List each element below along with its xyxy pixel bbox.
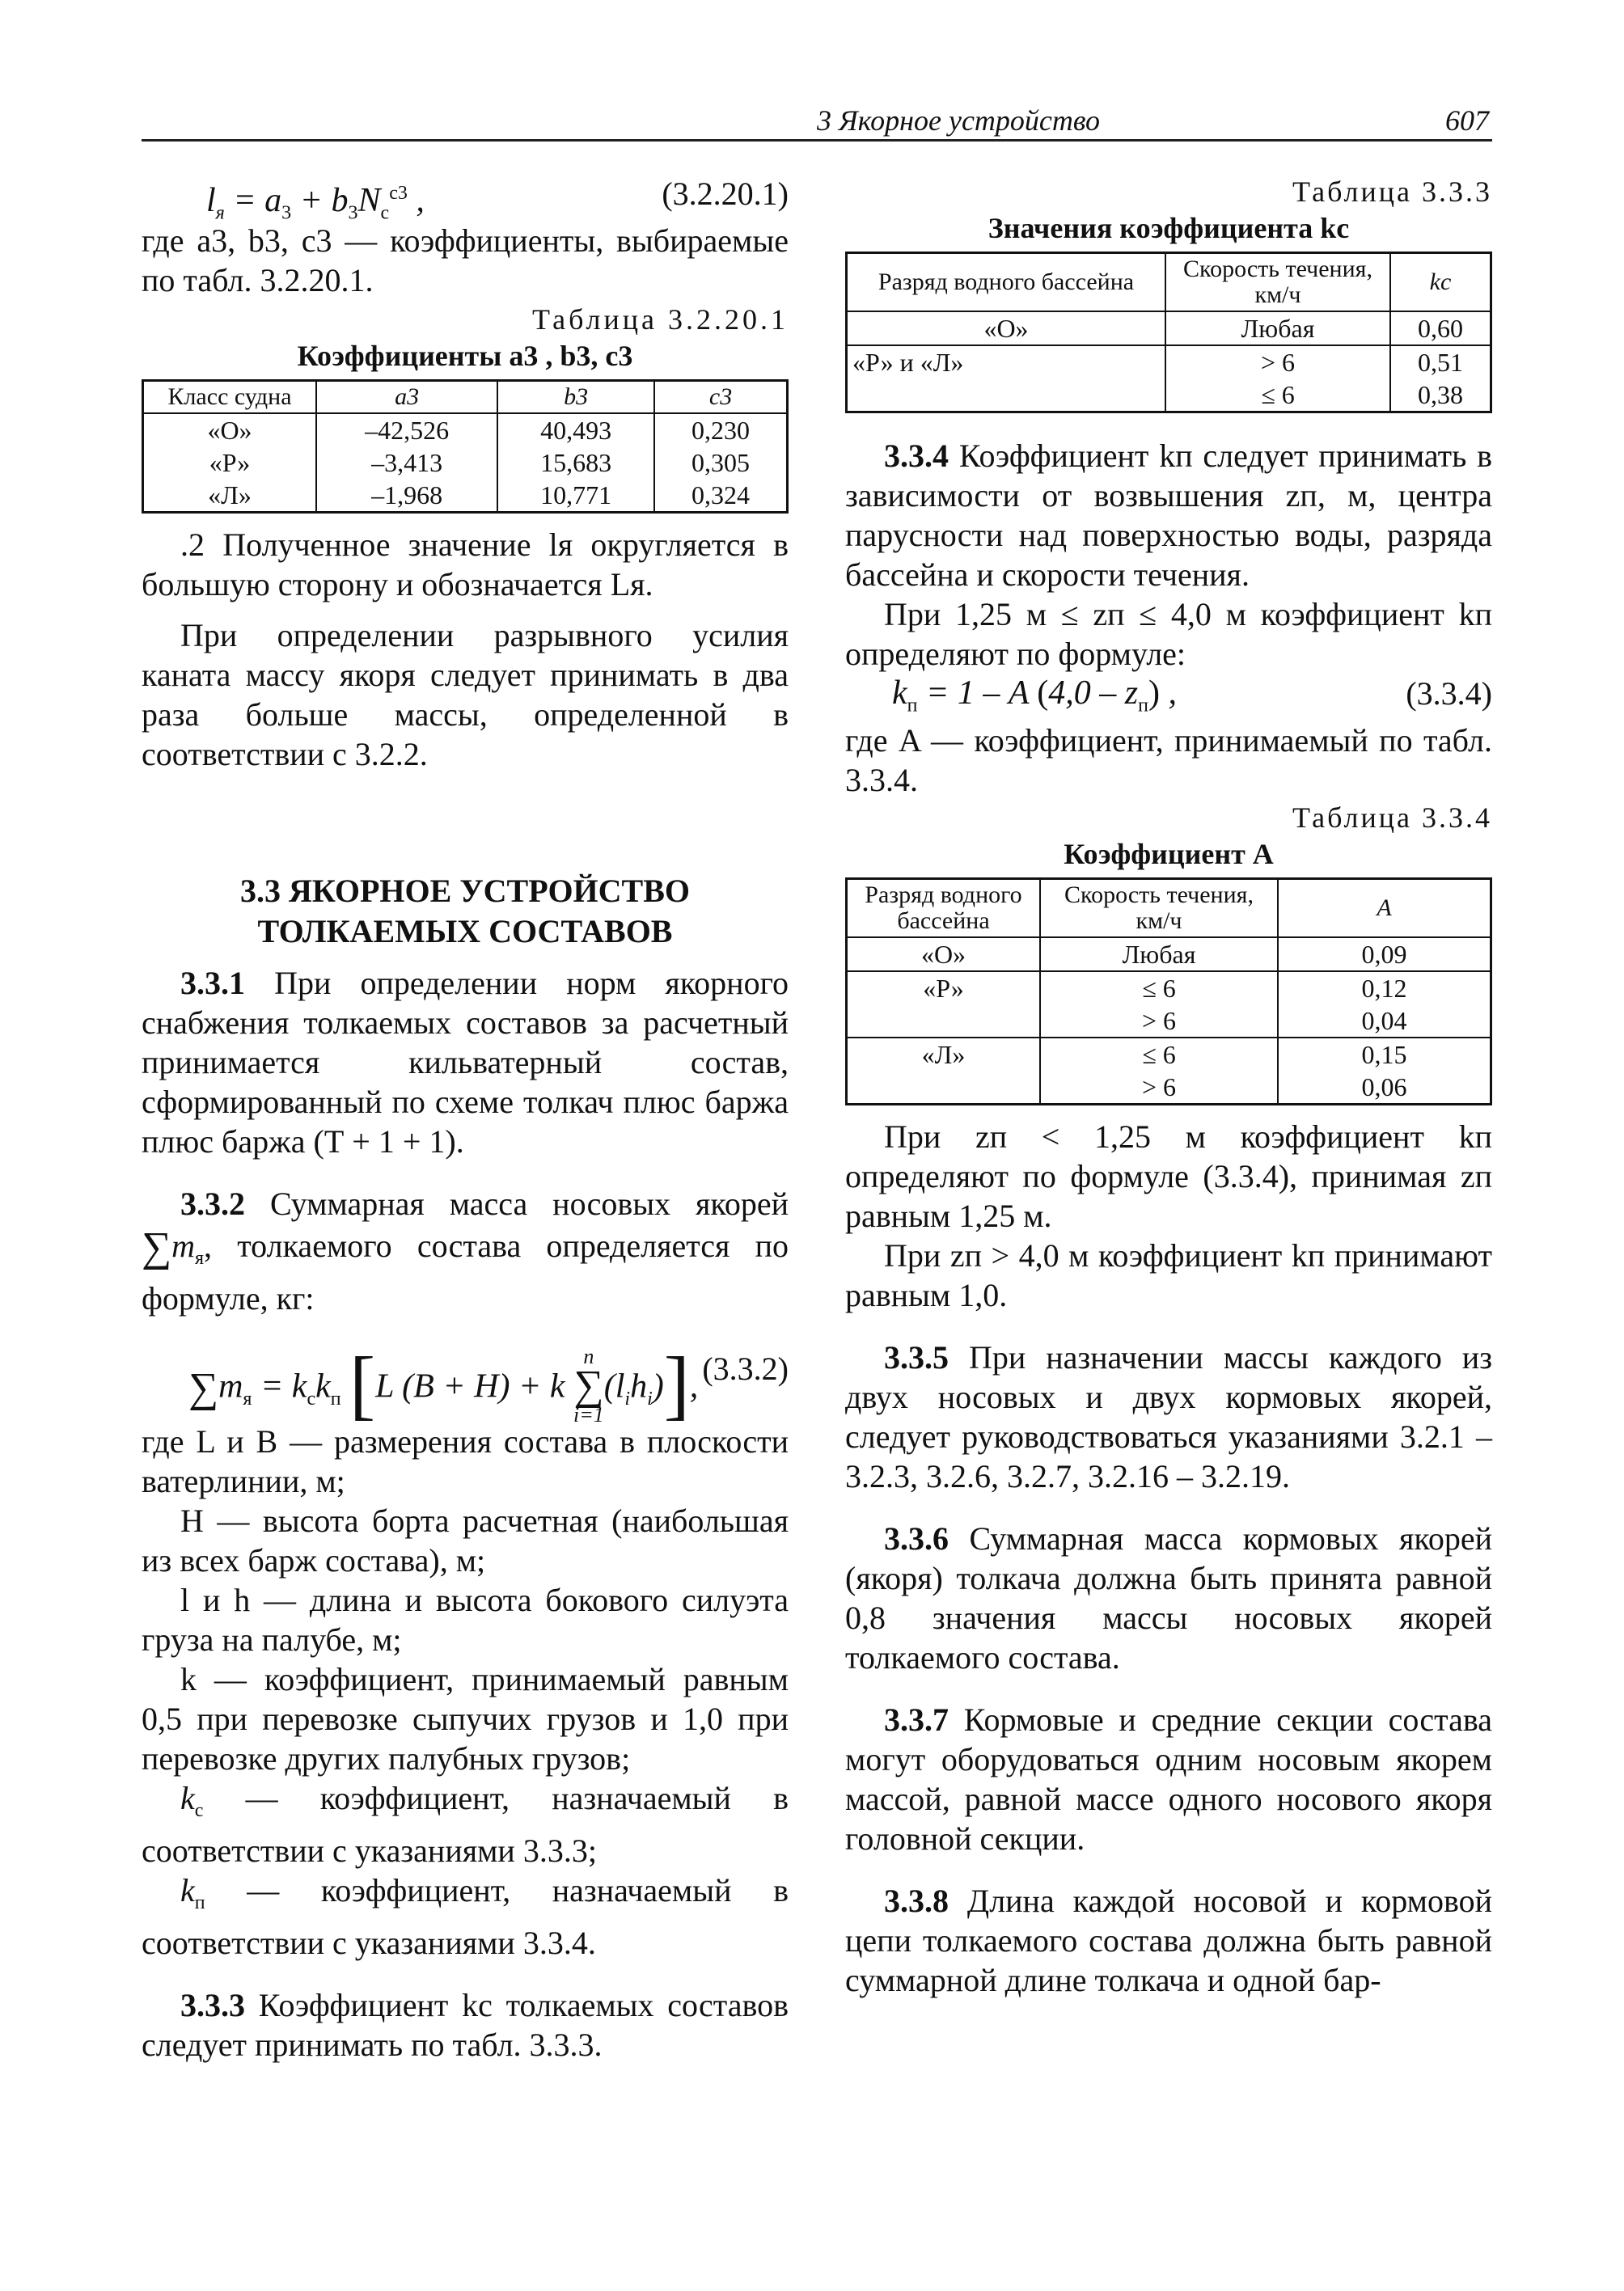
table-cell: 40,493 bbox=[497, 413, 654, 446]
clause-text: При назначении массы каждого из двух носовых и двух кормовых якорей, следует руководствоваться указаниями 3.2.1 – 3.2.3, 3.2.6, 3.2.7, 3.2.16 – 3.2.19. bbox=[845, 1339, 1493, 1494]
clause-number: 3.3.1 bbox=[180, 965, 245, 1001]
table-cell: 0,51 bbox=[1390, 345, 1491, 378]
paragraph-3-3-8 bbox=[845, 1881, 1492, 2000]
table-cell: 0,06 bbox=[1278, 1071, 1491, 1105]
definition-H: H — высота борта расчетная (наибольшая из всех барж состава), м; bbox=[142, 1503, 789, 1579]
paragraph-2: .2 Полученное значение lя округляется в большую сторону и обозначается Lя. bbox=[142, 526, 789, 602]
paragraph-3-3-7 bbox=[845, 1700, 1492, 1858]
table-row bbox=[847, 937, 1491, 971]
table-cell: 0,15 bbox=[1278, 1038, 1491, 1071]
table-cell: > 6 bbox=[1040, 1004, 1278, 1038]
table-cell bbox=[847, 1004, 1041, 1038]
table-cell: 10,771 bbox=[497, 479, 654, 513]
paragraph-zp-low: При zп < 1,25 м коэффициент kп определяют по формуле (3.3.4), принимая zп равным 1,25 м. bbox=[845, 1118, 1492, 1234]
table-cell: «Р» bbox=[143, 446, 317, 479]
definition-kp: $k_п$ — коэффициент, назначаемый в соответствии с указаниями 3.3.4. bbox=[142, 1872, 789, 1961]
table-cell: «О» bbox=[143, 413, 317, 446]
table-header: Разряд водного бассейна bbox=[847, 253, 1166, 312]
table-row bbox=[847, 1004, 1491, 1038]
table-header: Разряд водного бассейна bbox=[847, 879, 1041, 938]
definition-k: k — коэффициент, принимаемый равным 0,5 при перевозке сыпучих грузов и 1,0 при перевозке других палубных грузов; bbox=[142, 1661, 789, 1777]
clause-number: 3.3.2 bbox=[180, 1186, 245, 1222]
table-cell: 0,60 bbox=[1390, 311, 1491, 345]
table-cell: 0,38 bbox=[1390, 378, 1491, 412]
paragraph-3-3-6 bbox=[845, 1519, 1492, 1677]
formula-number: (3.2.20.1) bbox=[662, 175, 789, 212]
paragraph-3-3-5 bbox=[845, 1338, 1492, 1496]
table-cell: –1,968 bbox=[316, 479, 497, 513]
formula-number: (3.3.4) bbox=[1406, 675, 1492, 712]
page-number: 607 bbox=[1445, 104, 1489, 137]
clause-text: Коэффициент kп следует принимать в зависимости от возвышения zп, м, центра парусности над поверхностью воды, разряда бассейна и скорости течения. bbox=[845, 437, 1493, 593]
clause-text: При определении норм якорного снабжения толкаемых составов за расчетный принимается кильватерный состав, сформированный по схеме толкач плюс баржа плюс баржа (Т + 1 + 1). bbox=[142, 965, 789, 1160]
clause-text: Суммарная масса кормовых якорей (якоря) толкача должна быть принята равной 0,8 значения массы носовых якорей толкаемого состава. bbox=[845, 1520, 1492, 1676]
table-cell: Любая bbox=[1040, 937, 1278, 971]
formula-number: (3.3.2) bbox=[702, 1351, 789, 1387]
table-kc-values bbox=[845, 252, 1492, 413]
table-cell: 0,12 bbox=[1278, 971, 1491, 1004]
table-header: kс bbox=[1390, 253, 1491, 312]
clause-text: Длина каждой носовой и кормовой цепи толкаемого состава должна быть равной суммарной длине толкача и одной бар- bbox=[845, 1883, 1493, 1998]
paragraph-zp-high: При zп > 4,0 м коэффициент kп принимают равным 1,0. bbox=[845, 1237, 1492, 1313]
section-title-line2: ТОЛКАЕМЫХ СОСТАВОВ bbox=[257, 913, 673, 949]
paragraph-3-3-4-range: При 1,25 м ≤ zп ≤ 4,0 м коэффициент kп определяют по формуле: bbox=[845, 596, 1492, 672]
table-cell: ≤ 6 bbox=[1040, 1038, 1278, 1071]
table-cell: 0,324 bbox=[654, 479, 787, 513]
definition-kc: $k_с$ — коэффициент, назначаемый в соответствии с указаниями 3.3.3; bbox=[142, 1780, 789, 1869]
formula-3-3-4: $k_п = 1 - A$ $(4,0 - z_п)$ , (3.3.4) bbox=[892, 674, 1492, 716]
running-title: 3 Якорное устройство bbox=[817, 104, 1101, 137]
definition-l-h: l и h — длина и высота бокового силуэта груза на палубе, м; bbox=[142, 1582, 789, 1658]
table-caption: Таблица 3.3.3 bbox=[1292, 175, 1492, 208]
table-title: Значения коэффициента kс bbox=[988, 212, 1350, 244]
paragraph-where-A: где A — коэффициент, принимаемый по табл. 3.3.4. bbox=[845, 722, 1492, 798]
table-cell: > 6 bbox=[1165, 345, 1390, 378]
table-header: a3 bbox=[316, 381, 497, 414]
table-cell bbox=[847, 1071, 1041, 1105]
page-header bbox=[142, 104, 1492, 142]
paragraph-3-3-2: 3.3.2 Суммарная масса носовых якорей $\sum m_я$, толкаемого состава определяется по формуле, кг: bbox=[142, 1186, 789, 1317]
table-header: Класс судна bbox=[143, 381, 317, 414]
table-cell: 15,683 bbox=[497, 446, 654, 479]
table-row bbox=[847, 1071, 1491, 1105]
table-row bbox=[847, 971, 1491, 1004]
table-row bbox=[143, 446, 788, 479]
clause-number: 3.3.4 bbox=[884, 437, 949, 474]
clause-text: Кормовые и средние секции состава могут оборудоваться одним носовым якорем массой, равной массе одного носового якоря головной секции. bbox=[845, 1701, 1493, 1857]
table-header: A bbox=[1278, 879, 1491, 938]
clause-number: 3.3.7 bbox=[884, 1701, 949, 1738]
table-row bbox=[143, 479, 788, 513]
table-cell: –3,413 bbox=[316, 446, 497, 479]
table-cell: > 6 bbox=[1040, 1071, 1278, 1105]
table-cell: «Р» и «Л» bbox=[847, 345, 1166, 378]
paragraph-3-3-1 bbox=[142, 963, 789, 1161]
clause-text-cont: , толкаемого состава определяется по формуле, кг: bbox=[142, 1228, 789, 1317]
table-cell: «О» bbox=[847, 937, 1041, 971]
formula-3-2-20-1: $l_я = a_3 + b_3N_с^{с3}$ , (3.2.20.1) bbox=[206, 175, 789, 224]
table-cell: 0,305 bbox=[654, 446, 787, 479]
table-cell: «О» bbox=[847, 311, 1166, 345]
table-cell: «Л» bbox=[143, 479, 317, 513]
clause-number: 3.3.8 bbox=[884, 1883, 949, 1919]
clause-text: Коэффициент kс толкаемых составов следует принимать по табл. 3.3.3. bbox=[142, 1987, 789, 2063]
table-row bbox=[847, 345, 1491, 378]
table-cell: ≤ 6 bbox=[1165, 378, 1390, 412]
table-header: c3 bbox=[654, 381, 787, 414]
paragraph-where-a3: где a3, b3, c3 — коэффициенты, выбираемые по табл. 3.2.20.1. bbox=[142, 222, 789, 298]
formula-3-3-2: $\sum m_я = k_сk_п$ [L (B + H) + k n ∑ i=1 $(l_ih_i)$], (3.3.2) bbox=[188, 1340, 789, 1427]
right-column bbox=[845, 174, 1492, 2000]
section-title-line1: 3.3 ЯКОРНОЕ УСТРОЙСТВО bbox=[239, 873, 691, 909]
table-coefficients bbox=[142, 379, 789, 514]
clause-number: 3.3.3 bbox=[180, 1987, 245, 2023]
paragraph-3-3-3 bbox=[142, 1985, 789, 2065]
paragraph-3-3-4 bbox=[845, 436, 1492, 594]
table-cell: «Л» bbox=[847, 1038, 1041, 1071]
table-header: b3 bbox=[497, 381, 654, 414]
table-caption: Таблица 3.2.20.1 bbox=[532, 303, 789, 336]
table-cell: ≤ 6 bbox=[1040, 971, 1278, 1004]
table-coefficient-A bbox=[845, 877, 1492, 1105]
table-caption: Таблица 3.3.4 bbox=[1292, 801, 1492, 834]
left-column bbox=[142, 174, 789, 2065]
table-row bbox=[143, 413, 788, 446]
clause-text: Суммарная масса носовых якорей bbox=[269, 1186, 789, 1222]
table-header: Скорость течения, км/ч bbox=[1040, 879, 1278, 938]
clause-number: 3.3.5 bbox=[884, 1339, 949, 1376]
table-cell: 0,09 bbox=[1278, 937, 1491, 971]
table-cell: «Р» bbox=[847, 971, 1041, 1004]
table-cell: 0,230 bbox=[654, 413, 787, 446]
table-header: Скорость течения, км/ч bbox=[1165, 253, 1390, 312]
table-cell: 0,04 bbox=[1278, 1004, 1491, 1038]
table-cell: –42,526 bbox=[316, 413, 497, 446]
clause-number: 3.3.6 bbox=[884, 1520, 949, 1557]
table-title: Коэффициенты a3 , b3, c3 bbox=[297, 340, 633, 372]
table-cell bbox=[847, 378, 1166, 412]
table-row bbox=[847, 1038, 1491, 1071]
paragraph-breaking-force: При определении разрывного усилия каната массу якоря следует принимать в два раза больше массы, определенной в соответствии с 3.2.2. bbox=[142, 617, 789, 772]
table-cell: Любая bbox=[1165, 311, 1390, 345]
table-title: Коэффициент A bbox=[1064, 838, 1274, 870]
table-row bbox=[847, 378, 1491, 412]
table-row bbox=[847, 311, 1491, 345]
definition-L-B: где L и B — размерения состава в плоскости ватерлинии, м; bbox=[142, 1423, 789, 1499]
